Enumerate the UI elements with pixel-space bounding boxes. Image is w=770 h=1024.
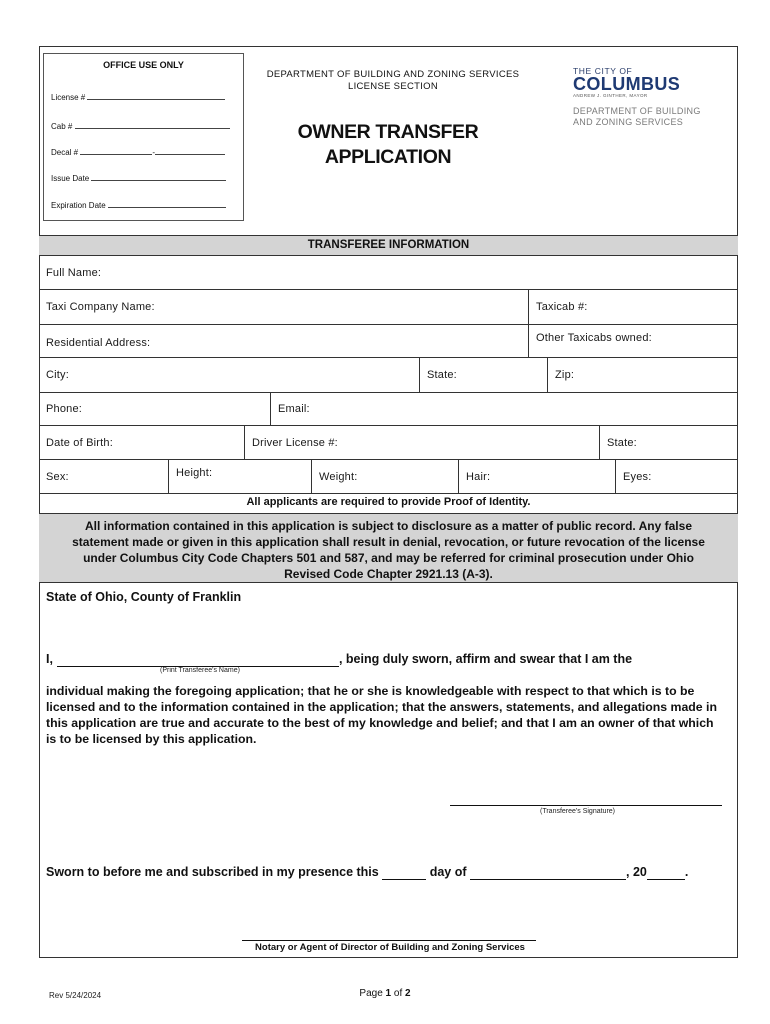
- hair-label: Hair:: [466, 470, 491, 483]
- taxi-company-field[interactable]: [39, 290, 528, 324]
- logo-main-text: COLUMBUS: [573, 74, 681, 94]
- venue-text: State of Ohio, County of Franklin: [46, 590, 242, 604]
- page-indicator: [330, 988, 440, 999]
- logo-tagline: ANDREW J. GINTHER, MAYOR: [573, 93, 648, 98]
- signature-caption: (Transferee's Signature): [540, 808, 615, 815]
- page-prefix: Page: [359, 988, 386, 999]
- zip-label: Zip:: [555, 369, 575, 381]
- other-taxicabs-field[interactable]: [528, 325, 738, 357]
- full-name-row: [39, 256, 738, 290]
- office-use-box: [43, 53, 244, 221]
- day-field[interactable]: [382, 865, 426, 880]
- issue-date-blank: [91, 174, 226, 181]
- phone-field[interactable]: [39, 393, 270, 425]
- email-field[interactable]: [270, 393, 738, 425]
- identity-notice: All applicants are required to provide Proof of Identity.: [246, 496, 531, 508]
- height-field[interactable]: [168, 460, 311, 493]
- issue-date-label: Issue Date: [51, 174, 90, 183]
- page-total: 2: [405, 988, 411, 999]
- driver-license-label: Driver License #:: [252, 436, 338, 449]
- license-state-label: State:: [607, 436, 637, 449]
- phone-label: Phone:: [46, 403, 83, 415]
- residential-address-label: Residential Address:: [46, 337, 151, 349]
- day-of-text: day of: [429, 865, 467, 879]
- logo-department: [573, 106, 723, 128]
- cab-number-line: [51, 122, 239, 131]
- public-record-disclosure: All information contained in this application is subject to disclosure as a matter of public record. Any false statement made or given in this application shall result in denial, revocation, or future revocation of the license under Columbus City Code Chapters 501 and 587, and may be referred for criminal prosecution under Ohio Revised Code Chapter 2921.13 (A-3).: [39, 513, 738, 583]
- logo-dept-line1: DEPARTMENT OF BUILDING: [573, 106, 701, 116]
- zip-field[interactable]: [547, 358, 738, 392]
- taxi-company-row: [39, 290, 738, 325]
- city-label: City:: [46, 369, 69, 381]
- decal-blank-1: [80, 148, 152, 155]
- sworn-before-text: Sworn to before me and subscribed in my presence this: [46, 865, 379, 879]
- sworn-before-period: .: [684, 865, 689, 879]
- taxicab-number-field[interactable]: [528, 290, 738, 324]
- date-of-birth-field[interactable]: [39, 426, 244, 459]
- eyes-label: Eyes:: [623, 470, 652, 483]
- department-heading: [252, 69, 534, 93]
- sworn-before-line: [46, 865, 688, 880]
- decal-separator: -: [152, 148, 156, 157]
- taxicab-number-label: Taxicab #:: [536, 301, 588, 313]
- form-title-line1: OWNER TRANSFER: [297, 121, 479, 143]
- full-name-field[interactable]: [39, 256, 738, 289]
- sworn-statement-line: [46, 652, 632, 667]
- decal-blank-2: [155, 148, 225, 155]
- full-name-label: Full Name:: [46, 266, 102, 279]
- expiration-date-label: Expiration Date: [51, 201, 106, 210]
- license-number-line: [51, 93, 239, 102]
- sex-field[interactable]: [39, 460, 168, 493]
- decal-number-line: [51, 148, 239, 157]
- address-row: [39, 325, 738, 358]
- dob-license-row: [39, 426, 738, 460]
- year-field[interactable]: [647, 865, 685, 880]
- transferee-signature-field[interactable]: [450, 805, 722, 806]
- year-prefix: , 20: [626, 865, 647, 879]
- phone-email-row: [39, 393, 738, 426]
- weight-label: Weight:: [319, 470, 358, 483]
- cab-number-blank: [75, 122, 230, 129]
- revision-date: Rev 5/24/2024: [49, 991, 102, 1000]
- residential-address-field[interactable]: [39, 325, 528, 357]
- driver-license-field[interactable]: [244, 426, 599, 459]
- decal-number-label: Decal #: [51, 148, 79, 157]
- cab-number-label: Cab #: [51, 122, 73, 131]
- page-current: 1: [385, 988, 392, 999]
- license-number-blank: [87, 93, 225, 100]
- date-of-birth-label: Date of Birth:: [46, 436, 113, 449]
- notary-signature-field[interactable]: [242, 940, 536, 941]
- license-number-label: License #: [51, 93, 86, 102]
- city-state-zip-row: [39, 358, 738, 393]
- form-title: [270, 120, 506, 170]
- email-label: Email:: [278, 403, 310, 415]
- sworn-text: , being duly sworn, affirm and swear that I am the: [338, 652, 633, 666]
- notary-caption: Notary or Agent of Director of Building and Zoning Services: [255, 942, 525, 953]
- expiration-date-line: [51, 201, 239, 210]
- form-title-line2: APPLICATION: [324, 146, 452, 168]
- affidavit-paragraph: individual making the foregoing application; that he or she is knowledgeable with respect to that which is to be licensed and to the information contained in the application; that the answers, statements, and allegations made in this application are true and accurate to the best of my knowledge and belief; and that I am an owner of that which is to be licensed by this application.: [46, 684, 717, 746]
- license-section: LICENSE SECTION: [347, 81, 439, 92]
- i-prefix: I,: [46, 652, 53, 666]
- print-name-caption: (Print Transferee's Name): [160, 667, 240, 674]
- hair-field[interactable]: [458, 460, 615, 493]
- logo-small-text: THE CITY OF: [573, 66, 633, 76]
- print-name-field[interactable]: [57, 652, 339, 667]
- office-use-title: OFFICE USE ONLY: [103, 60, 184, 70]
- eyes-field[interactable]: [615, 460, 738, 493]
- city-field[interactable]: [39, 358, 419, 392]
- logo-dept-line2: AND ZONING SERVICES: [573, 117, 684, 127]
- physical-description-row: [39, 460, 738, 494]
- issue-date-line: [51, 174, 239, 183]
- sex-label: Sex:: [46, 470, 69, 483]
- weight-field[interactable]: [311, 460, 458, 493]
- department-name: DEPARTMENT OF BUILDING AND ZONING SERVICES: [266, 69, 520, 80]
- height-label: Height:: [176, 467, 213, 479]
- state-field[interactable]: [419, 358, 547, 392]
- taxi-company-label: Taxi Company Name:: [46, 301, 155, 313]
- state-label: State:: [427, 369, 457, 381]
- other-taxicabs-label: Other Taxicabs owned:: [536, 332, 652, 344]
- expiration-date-blank: [108, 201, 226, 208]
- page-of: of: [391, 988, 406, 999]
- transferee-section-header: TRANSFEREE INFORMATION: [39, 235, 738, 256]
- license-state-field[interactable]: [599, 426, 738, 459]
- month-field[interactable]: [470, 865, 626, 880]
- city-of-columbus-logo: [573, 66, 723, 136]
